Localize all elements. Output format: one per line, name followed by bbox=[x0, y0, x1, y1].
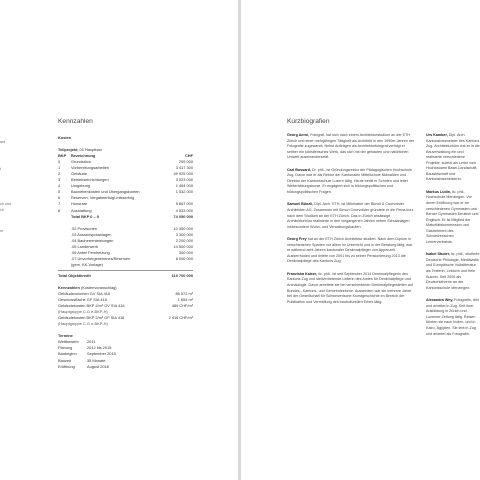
cost-label: .07 Unvorhergesehenes/Reserven bbox=[71, 255, 131, 261]
bkp-code: 4 bbox=[58, 183, 61, 189]
cost-label: .02 Provisorien bbox=[71, 225, 97, 231]
cost-label: (gem. KK-Vorlage) bbox=[71, 261, 104, 267]
cost-value: 299 000 bbox=[178, 159, 193, 165]
termin-label: Baubeginn bbox=[58, 351, 77, 357]
bio-entry bbox=[287, 168, 415, 196]
kennzahlen-label: Kennzahlen bbox=[58, 284, 80, 290]
cost-value: 3 300 000 bbox=[175, 231, 193, 237]
total-label: Total Objektkredit bbox=[58, 272, 91, 278]
bkp-code: 5 bbox=[58, 189, 61, 195]
bio-name: Alexandra Wey, bbox=[426, 298, 454, 303]
bkp-code: 3 bbox=[58, 177, 61, 183]
bio-text: lic. phil., Hochschule Menzingen. Vor deren Eröffnung war er an verschiedenen Gymnasien und Berner Gymnasien Deutsch und Englisch. Er ist Mitglied der Maturitätskommission und Gastreferent des Schweizerischen Lehrerverbands. bbox=[426, 189, 479, 244]
cost-value: 9 867 000 bbox=[175, 201, 193, 207]
cost-value: 3 417 300 bbox=[175, 165, 193, 171]
cost-value: 300 000 bbox=[178, 249, 193, 255]
cost-value: 14 500 000 bbox=[173, 243, 193, 249]
cost-label: Gebäude bbox=[71, 171, 88, 177]
termin-value: September 2015 bbox=[87, 351, 116, 357]
bio-name: Isabel Studer, bbox=[426, 252, 450, 257]
column-header-bkp: BKP bbox=[58, 153, 67, 159]
cost-rows-main bbox=[58, 159, 193, 213]
cost-value: 1 532 000 bbox=[175, 189, 193, 195]
total-value: 74 050 000 bbox=[173, 213, 193, 219]
cost-value: 3 023 000 bbox=[175, 177, 193, 183]
cost-label: Umgebung bbox=[71, 183, 91, 189]
cost-value: 1 454 000 bbox=[175, 183, 193, 189]
kennzahl-label: Gebäudevolumen GV SIA 416 bbox=[58, 291, 111, 297]
margin-fragment: t bbox=[0, 167, 1, 171]
page-title: Kennzahlen bbox=[58, 118, 93, 125]
right-page bbox=[241, 0, 480, 480]
bio-text: Dr. phil., ist Gründungsrektor der Pädagogischen Hochschule Zug. Davor war er als Rektor der Kantonalen Mittelschule Nidwalden und Direktor der Kantonsschule Luzern tätig. Heute berät er Schulen und leitet Weiterbildungskurse. Er engagiert sich in bildungspolitischen und bildungspolitischen Fragen. bbox=[287, 167, 413, 194]
cost-row bbox=[58, 262, 193, 268]
kosten-heading: Kosten bbox=[58, 135, 72, 140]
cost-value: 6 000 000 bbox=[175, 255, 193, 261]
bio-text: Fotografin, lebt und arbeitet in Zug. Seit ihrer Ausbildung in Zürich und Luzerner Zeitung tätig. Reisen führten sie nach Indien, und in Kairo, Ägypten. Sie lebt in Zug und arbeitet als Fotografin. bbox=[426, 298, 479, 336]
bio-entry bbox=[287, 272, 415, 305]
bio-entry bbox=[426, 133, 480, 183]
margin-fragment: ch bbox=[0, 208, 4, 212]
bio-text: hat an der ETH Zürich Architektur studiert. Nach dem Diplom in verschiedenen Sparten vor allem im Unterricht und in der Beratung tätig, war er während acht Jahren kantonaler Denkmalpfleger von Appenzell Ausserrhoden und leitete von 2001 bis zu seiner Pensionierung 2013 die Denkmalpflege des Kantons Zug. bbox=[287, 237, 413, 264]
column-header-chf: CHF bbox=[185, 153, 193, 159]
cost-label: .03 Aussenspotanlagen bbox=[71, 231, 112, 237]
cost-label: .05 Landerwerb bbox=[71, 243, 99, 249]
bkp-code: 8 bbox=[58, 207, 61, 213]
kennzahl-value: 1 654 m² bbox=[177, 297, 193, 303]
termin-value: 2011 bbox=[87, 339, 96, 345]
termin-value: 2012 bis 2015 bbox=[87, 345, 112, 351]
cost-value: 2 200 000 bbox=[175, 237, 193, 243]
cost-value: 4 533 000 bbox=[175, 207, 193, 213]
bkp-code: 6 bbox=[58, 195, 61, 201]
margin-fragment: ch und bbox=[0, 202, 11, 206]
cost-label: .06 Anteil Fernheizung bbox=[71, 249, 110, 255]
total-label: Total BKP 0 – 9 bbox=[71, 213, 99, 219]
kennzahl-label: Gebäudekosten BKP 2/m² GF SIA 416 bbox=[58, 315, 125, 321]
bio-entry bbox=[426, 298, 480, 337]
cost-total-bkp bbox=[58, 214, 193, 220]
termin-label: Eröffnung bbox=[58, 363, 75, 369]
bio-entry bbox=[287, 202, 415, 230]
bio-name: Samuel Bünzli, bbox=[287, 202, 314, 207]
cost-label: Vorbereitungsarbeiten bbox=[71, 165, 110, 171]
termin-label: Bauzeit bbox=[58, 357, 71, 363]
cost-total-objektkredit bbox=[58, 273, 193, 279]
page-title: Kurzbiografien bbox=[287, 118, 330, 125]
bio-text: lic. phil., studierte Deutsche Philologie, Mediävistik und Europäische Volksliteratur als Texterin, Lektorin und freie Autorin. Seit 2005 als Deutschlehrerin an der Kantonsschule Menzingen. bbox=[426, 252, 480, 290]
kennzahl-label: (Hauptgruppe C-G e-BKP-H) bbox=[58, 309, 108, 315]
termin-label: Planung bbox=[58, 345, 73, 351]
kennzahl-value: 489 CHF/m³ bbox=[171, 303, 193, 309]
kennzahlen-note: (Kostenvoranschlag) bbox=[79, 284, 117, 290]
divider bbox=[58, 270, 193, 271]
margin-fragment: ant bbox=[0, 140, 5, 144]
bkp-code: 0 bbox=[58, 159, 61, 165]
cost-label: Betriebseinrichtungen bbox=[71, 177, 109, 183]
cost-label: .04 Bauherrenleistungen bbox=[71, 237, 114, 243]
bio-name: Franziska Kaiser, bbox=[287, 271, 318, 276]
bkp-code: 2 bbox=[58, 171, 61, 177]
bkp-code bbox=[58, 262, 71, 268]
cost-value: 10 350 000 bbox=[173, 225, 193, 231]
cost-label: Honorare bbox=[71, 201, 88, 207]
termin-label: Wettbewerb bbox=[58, 339, 79, 345]
kennzahlen-rows bbox=[58, 291, 193, 327]
bio-name: Georg Frey bbox=[287, 237, 307, 242]
kennzahl-value: 2 416 CHF/m² bbox=[168, 315, 193, 321]
termine-rows bbox=[58, 339, 193, 369]
bio-entry bbox=[287, 237, 415, 265]
bio-name: Carl Bossard, bbox=[287, 167, 311, 172]
bio-name: Markus Lüdin, bbox=[426, 189, 451, 194]
kennzahl-label: Geschossfläche GF SIA 416 bbox=[58, 297, 107, 303]
bkp-code: 1 bbox=[58, 165, 61, 171]
column-header-bezeichnung: Bezeichnung bbox=[71, 153, 96, 159]
total-value: 110 700 000 bbox=[171, 272, 193, 278]
cost-label: Grundstück bbox=[71, 159, 91, 165]
left-page bbox=[0, 0, 238, 480]
kennzahl-value: 86 572 m³ bbox=[175, 291, 193, 297]
termine-heading: Termine bbox=[58, 333, 73, 339]
bkp-code: 7 bbox=[58, 201, 61, 207]
termin-value: August 2018 bbox=[87, 363, 109, 369]
kennzahl-label: (Hauptgruppe C-G e-BKP-H) bbox=[58, 321, 108, 327]
bio-name: Urs Kamber, bbox=[426, 133, 448, 137]
bio-text: Fotograf, hat sich nach einem Architekturstudium an der ETH Zürich und einer mehrjährigen Tätigkeit als Architekt in den 1990er Jahren der Fotografie zugewandt. Nebst Aufträgen als Architekturfotograf verfolgt er seither ein künstlerisches Werk, das sich mit der gebauten und natürlichen Umwelt auseinandersetzt. bbox=[287, 133, 415, 160]
bio-entry bbox=[287, 133, 415, 161]
bio-entry bbox=[426, 190, 480, 245]
bio-name: Georg Aerni, bbox=[287, 133, 310, 137]
teilprojekt-value: 01 Hauptbau bbox=[78, 147, 102, 153]
bio-column-1 bbox=[287, 133, 415, 312]
bio-column-2 bbox=[426, 133, 480, 344]
termin-row bbox=[58, 364, 193, 370]
bio-entry bbox=[426, 252, 480, 291]
teilprojekt-label: Teilprojekt, bbox=[58, 147, 79, 153]
cost-label: Ausstattung bbox=[71, 207, 92, 213]
cost-label: Baunebenkosten und Übergangskonten bbox=[71, 189, 140, 195]
termin-value: 35 Monate bbox=[87, 357, 106, 363]
cost-label: Reserven, Vergabeerfolg/-misserfolg bbox=[71, 195, 135, 201]
bio-text: Dipl. Arch. ETH, ist Mitinhaber der Bünzli & Courvoisier Architekten AG. Zusammen mit Simon Courvoisier gründete er die Firma kurz nach dem Studium an der ETH Zürich. Das in Zürich ansässige Architekturbüro realisierte in den vergangenen Jahren neben Schulanlagen insbesondere Wohn- und Verwaltungsbauten. bbox=[287, 202, 414, 229]
bio-text: Dipl. Arch. Kantonsbaumeister des Kantons Zug. Architekturbüro trat er in die Bauverwaltung ein und realisierte verschiedene Projekte, zuletzt als Leiter vom Hochbauamt Basel-Landschaft, Bauwirtschaft und Kantonsbaumeisterin. bbox=[426, 133, 480, 182]
margin-fragment: rn bbox=[0, 229, 4, 233]
bio-text: lic. phil., ist seit September 2014 Denkmalpflegerin des Kantons Zug und stellvertretende Leiterin des Amtes für Denkmalpflege und Archäologie. Davor arbeitete sie bei verschiedenen Denkmalpflegestellen auf Bundes-, Kantons- und Gemeindeebene. Ausserdem war sie mehrere Jahre bei der Gesellschaft für Schweizerische Kunstgeschichte im Bereich der Publikation und Vermittlung des baukulturellen Erbes tätig. bbox=[287, 271, 413, 304]
cost-rows-additional bbox=[58, 226, 193, 268]
kennzahl-label: Gebäudekosten BKP 2/m³ GV SIA 416 bbox=[58, 303, 125, 309]
kennzahl-row bbox=[58, 321, 193, 327]
cost-value: 49 925 000 bbox=[173, 171, 193, 177]
cost-table bbox=[58, 135, 193, 370]
